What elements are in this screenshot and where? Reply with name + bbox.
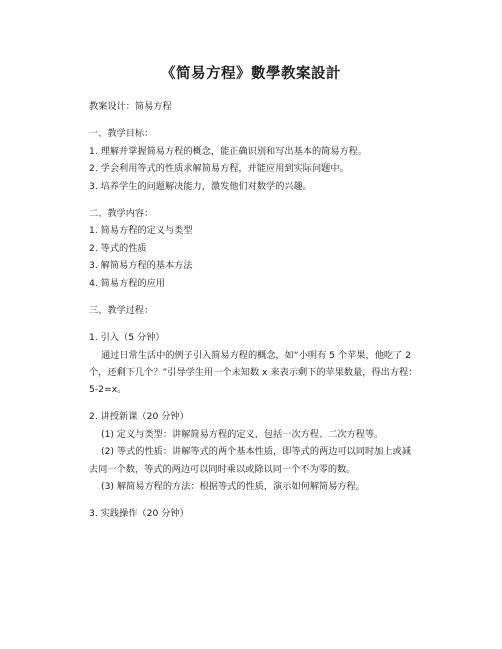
spacer xyxy=(89,319,419,329)
spacer xyxy=(89,195,419,205)
step-intro-paragraph: 通过日常生活中的例子引入简易方程的概念，如“小明有 5 个苹果，他吃了 2 个，还剩下几个？”引导学生用一个未知数 x 来表示剩下的苹果数量，得出方程：5-2=x。 xyxy=(89,349,418,396)
goal-item: 3. 培养学生的问题解决能力，激发他们对数学的兴趣。 xyxy=(89,180,312,192)
lecture-item: (1) 定义与类型：讲解简易方程的定义，包括一次方程、二次方程等。 xyxy=(101,428,384,440)
spacer xyxy=(89,292,419,302)
document-body xyxy=(89,98,419,523)
lecture-item: (2) 等式的性质：讲解等式的两个基本性质，即等式的两边可以同时加上或减去同一个数，等式的两边可以同时乘以或除以同一个不为零的数。 xyxy=(89,446,411,475)
step-heading-lecture: 2. 讲授新课（20 分钟） xyxy=(89,411,189,423)
lecture-item: (3) 解简易方程的方法：根据等式的性质，演示如何解简易方程。 xyxy=(101,480,365,492)
document-title: 《简易方程》數學教案設計 xyxy=(161,66,341,82)
spacer xyxy=(89,495,419,505)
step-heading-intro: 1. 引入（5 分钟） xyxy=(89,332,165,344)
content-item: 2. 等式的性质 xyxy=(89,242,147,254)
content-item: 1. 简易方程的定义与类型 xyxy=(89,225,193,237)
goal-item: 1. 理解并掌握简易方程的概念，能正确识别和写出基本的简易方程。 xyxy=(89,145,368,157)
step-heading-practice: 3. 实践操作（20 分钟） xyxy=(89,508,189,520)
content-item: 4. 简易方程的应用 xyxy=(89,277,165,289)
lesson-subtitle: 教案设计：简易方程 xyxy=(89,101,172,112)
spacer xyxy=(89,115,419,125)
section-heading-content: 二、教学内容： xyxy=(89,208,154,220)
section-heading-process: 三、教学过程： xyxy=(89,305,154,317)
content-item: 3. 解简易方程的基本方法 xyxy=(89,260,193,272)
spacer xyxy=(89,398,419,408)
goal-item: 2. 学会利用等式的性质求解简易方程，并能应用到实际问题中。 xyxy=(89,163,349,175)
section-heading-goals: 一、教学目标： xyxy=(89,128,154,140)
